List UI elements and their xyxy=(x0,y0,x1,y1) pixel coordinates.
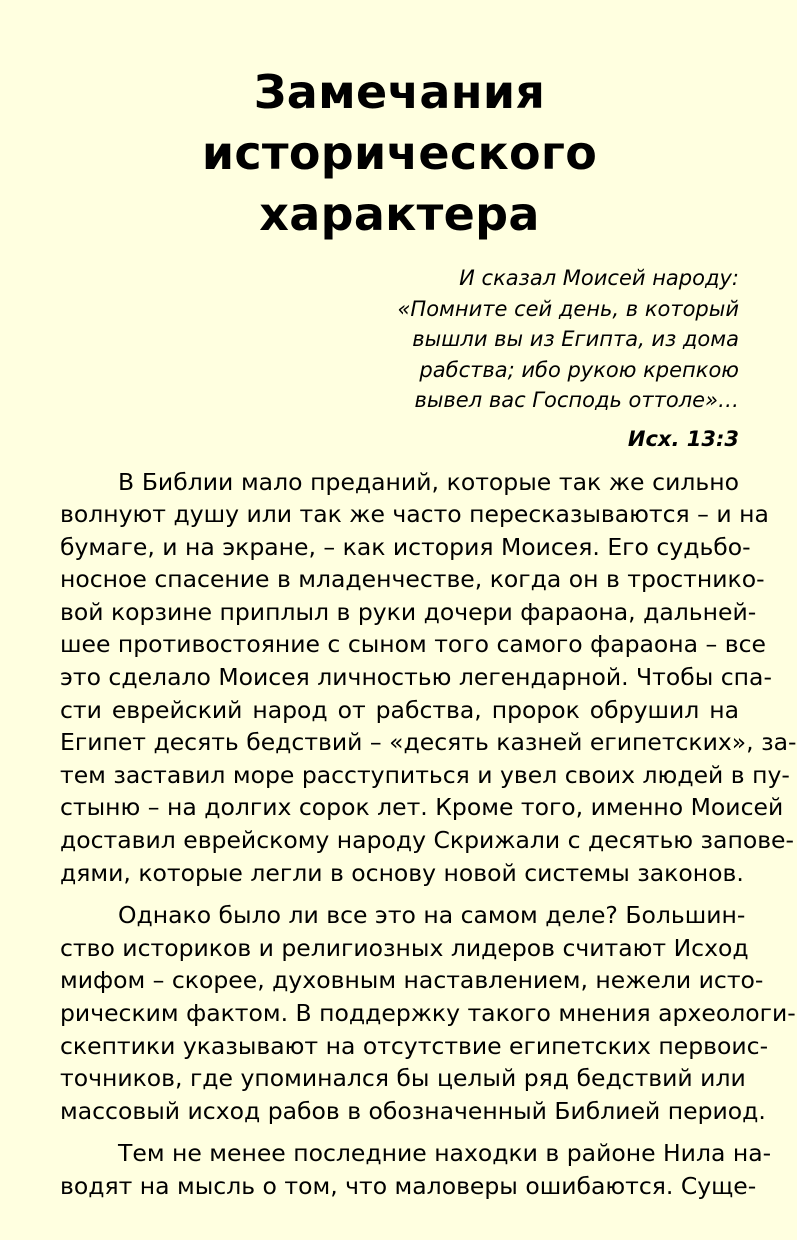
text-line: Тем не менее последние находки в районе Нила на- xyxy=(118,1139,772,1168)
text-line: носное спасение в младенчестве, когда он в тростнико- xyxy=(60,565,765,594)
text-line: В Библии мало преданий, которые так же сильно xyxy=(118,467,739,496)
paragraph-3 xyxy=(60,1137,772,1202)
text-line: волнуют душу или так же часто пересказываются – и на xyxy=(60,500,769,529)
text-line: скептики указывают на отсутствие египетских первоис- xyxy=(60,1031,769,1060)
text-line: доставил еврейскому народу Скрижали с десятью запове- xyxy=(60,826,794,855)
epigraph-line: рабства; ибо рукою крепкою xyxy=(419,357,739,382)
text-line: тем заставил море расступиться и увел своих людей в пу- xyxy=(60,760,790,789)
text-line: Египет десять бедствий – «десять казней египетских», за- xyxy=(60,728,797,757)
text-line: дями, которые легли в основу новой системы законов. xyxy=(60,858,744,887)
epigraph-source: Исх. 13:3 xyxy=(627,426,739,451)
text-line: мифом – скорее, духовным наставлением, нежели исто- xyxy=(60,966,764,995)
epigraph-line: вывел вас Господь оттоле»… xyxy=(414,388,739,412)
text-line: это сделало Моисея личностью легендарной. Чтобы спа- xyxy=(60,663,772,692)
text-line: рическим фактом. В поддержку такого мнения археологи- xyxy=(60,999,796,1027)
text-line: шее противостояние с сыном того самого фараона – все xyxy=(60,630,766,659)
epigraph-line: вышли вы из Египта, из дома xyxy=(412,327,739,351)
text-line: ство историков и религиозных лидеров считают Исход xyxy=(60,933,749,962)
epigraph xyxy=(60,263,739,416)
paragraph-2 xyxy=(60,899,796,1127)
text-line: массовый исход рабов в обозначенный Библией период. xyxy=(60,1096,766,1125)
text-line: точников, где упоминался бы целый ряд бедствий или xyxy=(60,1064,746,1093)
text-line: вой корзине приплыл в руки дочери фараона, дальней- xyxy=(60,597,757,626)
text-line: Однако было ли все это на самом деле? Большин- xyxy=(118,901,746,930)
chapter-title-line-2: исторического характера xyxy=(201,126,598,241)
chapter-title-line-1: Замечания xyxy=(253,65,546,119)
chapter-title xyxy=(60,62,739,245)
text-line: водят на мысль о том, что маловеры ошибаются. Суще- xyxy=(60,1171,757,1200)
text-line: сти еврейский народ от рабства, пророк обрушил на xyxy=(60,695,739,724)
text-line: стыню – на долгих сорок лет. Кроме того, именно Моисей xyxy=(60,793,784,822)
text-line: бумаге, и на экране, – как история Моисея. Его судьбо- xyxy=(60,532,751,561)
epigraph-line: И сказал Моисей народу: xyxy=(459,266,739,290)
paragraph-1 xyxy=(60,466,797,890)
body-text xyxy=(60,466,797,1203)
epigraph-line: «Помните сей день, в который xyxy=(397,296,739,321)
